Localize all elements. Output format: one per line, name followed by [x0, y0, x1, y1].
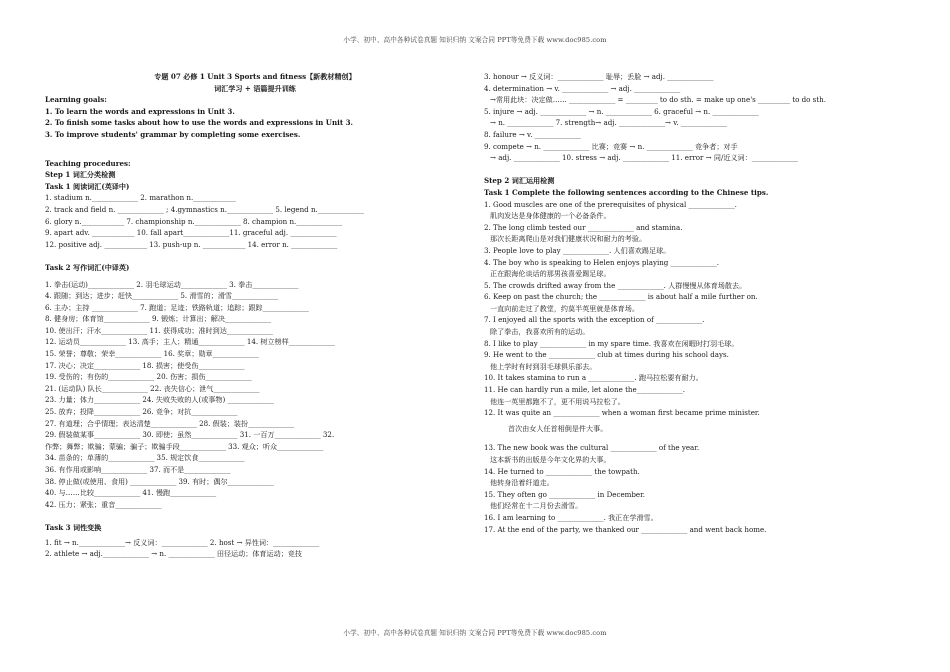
task1-line: 2. track and field n. _____________ ; 4.gymnastics n._____________ 5. legend n._____________	[45, 204, 364, 214]
sentence-cn: 他们经常在十二月份去滑雪。	[490, 501, 583, 511]
task2-line: 作弊；舞弊；欺骗；蒙骗；骗子；欺骗手段_____________ 33. 观众；听众_____________	[45, 441, 324, 451]
task2-line: 17. 决心；决定_____________ 18. 损害；使受伤_____________	[45, 360, 245, 370]
sentence-en: 14. He turned to _____________ the towpath.	[484, 466, 640, 476]
transform-line: →常用此块：决定做…… _____________ = _________ to do sth. = make up one's _________ to do sth.	[490, 95, 826, 105]
sentence-cn: 那次长距离爬山是对我们健康状况和耐力的考验。	[490, 234, 647, 244]
task3-line: 2. athlete → adj._____________ → n. _____________ 田径运动；体育运动；竞技	[45, 549, 302, 559]
task2-line: 29. 假装做某事_____________ 30. 即使；虽然_____________ 31. 一百万_____________ 32.	[45, 430, 335, 440]
task2-line: 36. 有作用或影响_____________ 37. 而不是_____________	[45, 465, 231, 474]
sentence-en: 4. The boy who is speaking to Helen enjoys playing _____________.	[484, 257, 719, 267]
goal-line: 1. To learn the words and expressions in Unit 3.	[45, 106, 235, 116]
goals-heading: Learning goals:	[45, 95, 107, 105]
sentence-en: 17. At the end of the party, we thanked our _____________ and went back home.	[484, 524, 767, 534]
sentence-cn: 他连一英里都跑不了，更不用说马拉松了。	[490, 396, 625, 406]
goal-line: 2. To finish some tasks about how to use the words and expressions in Unit 3.	[45, 118, 353, 128]
task2-line: 4. 跟随；到达；进步；赶快_____________ 5. 滑雪的；滑雪_____________	[45, 291, 279, 301]
task2-line: 15. 荣誉；尊敬；荣幸_____________ 16. 奖章；勋章_____________	[45, 349, 259, 359]
step2-heading: Step 2 词汇运用检测	[484, 176, 555, 186]
transform-line: 4. determination → v. _____________ → adj. _____________	[484, 83, 681, 93]
goal-line: 3. To improve students' grammar by completing some exercises.	[45, 129, 301, 139]
sentence-cn: 一直向前走过了教堂，约莫半英里就是体育场。	[490, 303, 639, 313]
task1-line: 6. glory n.____________ 7. championship n._____________ 8. champion n._____________	[45, 216, 343, 226]
task2-line: 27. 有道理；合乎情理；表达清楚_____________ 28. 假装；装扮_____________	[45, 418, 295, 428]
task2-line: 12. 运动员_____________ 13. 高手；主人；精通_____________ 14. 树立榜样_____________	[45, 337, 335, 347]
task3-line: 1. fit → n._____________→ 反义词：_____________ 2. host → 异性词：_____________	[45, 537, 320, 547]
task2-line: 38. 停止做(或使用、食用) _____________ 39. 有时；偶尔_____________	[45, 476, 274, 486]
sentence-en: 3. People love to play _____________. 人们喜欢踢足球。	[484, 245, 671, 255]
task2-line: 21. (运动队) 队长_____________ 22. 丧失信心；泄气_____________	[45, 383, 260, 393]
task2-line: 23. 力量；体力_____________ 24. 失败失败的人(或事物) _____________	[45, 395, 274, 405]
sentence-en: 10. It takes stamina to run a _____________. 跑马拉松要有耐力。	[484, 373, 703, 383]
task2-line: 42. 压力；紧张；重音_____________	[45, 499, 162, 509]
transform-line: 5. injure → adj. _____________ → n. _____________ 6. graceful → n. _____________	[484, 106, 759, 116]
sentence-en: 12. It was quite an _____________ when a woman first became prime minister.	[484, 408, 760, 418]
sentence-en: 2. The long climb tested our _____________ and stamina.	[484, 222, 683, 232]
transform-line: → n. _____________ 7. strength→ adj. _____________→ v. _____________	[490, 118, 728, 128]
task1-heading: Task 1 阅读词汇(英译中)	[45, 181, 130, 191]
site-footer: 小学、初中、高中各种试卷真题 知识归纳 文案合同 PPT等免费下载 www.doc985.com	[343, 629, 607, 637]
sentence-en: 6. Keep on past the church; the _____________ is about half a mile further on.	[484, 292, 758, 302]
doc-title: 专题 07 必修 1 Unit 3 Sports and fitness【新教材精创】	[154, 72, 356, 81]
task2-line: 34. 苗条的；单薄的_____________ 35. 规定饮食_____________	[45, 453, 245, 463]
sentence-cn: 这本新书的出版是今年文化界的大事。	[490, 455, 611, 464]
task1-line: 1. stadium n._____________ 2. marathon n.____________	[45, 193, 236, 203]
task2-line: 8. 健身房；体育馆_____________ 9. 锻炼；计算出；解决_____________	[45, 314, 272, 324]
sentence-en: 8. I like to play _____________ in my spare time. 我喜欢在闲暇时打羽毛球。	[484, 338, 739, 348]
right-column	[484, 71, 908, 535]
sentence-en: 5. The crowds drifted away from the _____________. 人群慢慢从体育场散去。	[484, 280, 747, 290]
task2-line: 1. 拳击(运动)_____________ 2. 羽毛球运动_____________ 3. 拳击_____________	[45, 279, 299, 289]
sentence-en: 13. The new book was the cultural _____________ of the year.	[484, 443, 700, 453]
step1-heading: Step 1 词汇分类检测	[45, 170, 116, 180]
transform-line: 9. compete → n. _____________ 比赛；竞赛 → n. _____________ 竞争者；对手	[484, 141, 738, 151]
sentence-en: 16. I am learning to _____________. 我正在学滑雪。	[484, 512, 658, 522]
transform-line: → adj. _____________ 10. stress → adj. _____________ 11. error → 同/近义词：_____________	[490, 153, 798, 163]
task2-line: 19. 受伤的；有伤的_____________ 20. 伤害；损伤_____________	[45, 372, 252, 382]
sentence-cn: 肌肉发达是身体健康的一个必备条件。	[490, 211, 611, 221]
sentence-cn: 除了拳击，我喜欢所有的运动。	[490, 327, 590, 337]
sentence-cn: 他上学时有时到羽毛球俱乐部去。	[490, 361, 597, 371]
procedures-heading: Teaching procedures:	[45, 158, 131, 168]
sentence-en: 11. He can hardly run a mile, let alone the_____________.	[484, 385, 686, 395]
task2-heading: Task 2 写作词汇(中译英)	[45, 262, 130, 272]
left-column	[45, 71, 465, 560]
sentence-en: 1. Good muscles are one of the prerequisites of physical _____________.	[484, 199, 737, 209]
task3-heading: Task 3 词性变换	[45, 522, 102, 532]
sentence-en: 7. I enjoyed all the sports with the exception of _____________.	[484, 315, 705, 325]
task2-line: 10. 使出汗；汗水_____________ 11. 获得成功；准时到达_____________	[45, 325, 273, 335]
task2-line: 6. 主办；主持 _____________ 7. 跑道；足迹；铁路轨道；追踪；跟踪_____________	[45, 302, 309, 312]
transform-line: 3. honour → 反义词：_____________ 耻辱；丢脸 → adj. _____________	[484, 72, 714, 81]
site-header: 小学、初中、高中各种试卷真题 知识归纳 文案合同 PPT等免费下载 www.doc985.com	[343, 36, 607, 44]
sentence-cn: 首次由女人任首相倒是件大事。	[508, 423, 608, 433]
task1-instructions: Task 1 Complete the following sentences according to the Chinese tips.	[484, 187, 769, 197]
task2-line: 40. 与……比较_____________ 41. 慢跑_____________	[45, 488, 217, 498]
task1-line: 12. positive adj. ____________ 13. push-up n. ____________ 14. error n. _____________	[45, 239, 338, 249]
doc-subtitle: 词汇学习 + 语篇提升训练	[214, 83, 296, 93]
sentence-en: 9. He went to the _____________ club at times during his school days.	[484, 350, 729, 360]
task1-line: 9. apart adv. ____________ 10. fall apart_____________11. graceful adj. _____________	[45, 228, 337, 238]
sentence-cn: 他转身沿着纤道走。	[490, 478, 554, 488]
sentence-en: 15. They often go _____________ in December.	[484, 489, 645, 499]
task2-line: 25. 放弃；投降_____________ 26. 竞争；对抗_____________	[45, 407, 238, 417]
sentence-cn: 正在跟海伦谈话的那男孩喜爱踢足球。	[490, 269, 611, 279]
transform-line: 8. failure → v. _____________	[484, 129, 581, 139]
